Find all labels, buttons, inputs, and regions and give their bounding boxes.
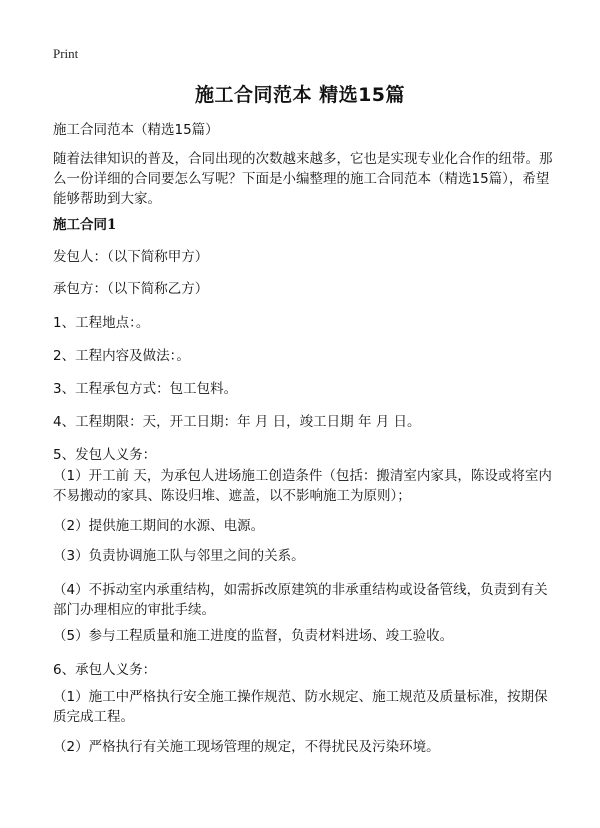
paragraph-duty-3: （3）负责协调施工队与邻里之间的关系。 xyxy=(53,548,305,564)
paragraph-duty-5: （5）参与工程质量和施工进度的监督，负责材料进场、竣工验收。 xyxy=(53,628,454,644)
paragraph-method: 3、工程承包方式：包工包料。 xyxy=(53,381,238,397)
paragraph-contractor: 承包方：（以下简称乙方） xyxy=(53,281,209,297)
paragraph-contractor-duty-1: （1）施工中严格执行安全施工操作规范、防水规定、施工规范及质量标准，按期保质完成工程。 xyxy=(53,689,548,725)
paragraph-employer-duties: 5、发包人义务： xyxy=(53,447,157,463)
paragraph-contractor-duty-2: （2）严格执行有关施工现场管理的规定，不得扰民及污染环境。 xyxy=(53,739,440,755)
intro-paragraph: 随着法律知识的普及，合同出现的次数越来越多，它也是实现专业化合作的纽带。那么一份详细的合同要怎么写呢？下面是小编整理的施工合同范本（精选15篇），希望能够帮助到大家。 xyxy=(53,151,553,207)
paragraph-contractor-duties: 6、承包人义务： xyxy=(53,662,157,678)
paragraph-site: 1、工程地点：。 xyxy=(53,315,150,331)
paragraph-duty-1: （1）开工前 天，为承包人进场施工创造条件（包括：搬清室内家具，陈设或将室内不易搬动的家具、陈设归堆、遮盖，以不影响施工为原则）； xyxy=(53,468,552,504)
section-heading: 施工合同1 xyxy=(53,217,117,233)
document-title: 施工合同范本 精选15篇 xyxy=(194,84,406,106)
paragraph-scope: 2、工程内容及做法：。 xyxy=(53,348,190,364)
document-subtitle: 施工合同范本（精选15篇） xyxy=(53,122,219,138)
paragraph-period: 4、工程期限：天，开工日期：年 月 日，竣工日期 年 月 日。 xyxy=(53,414,421,430)
paragraph-duty-2: （2）提供施工期间的水源、电源。 xyxy=(53,518,265,534)
paragraph-employer: 发包人：（以下简称甲方） xyxy=(53,249,209,265)
print-link[interactable]: Print xyxy=(53,46,79,61)
paragraph-duty-4: （4）不拆动室内承重结构，如需拆改原建筑的非承重结构或设备管线，负责到有关部门办理相应的审批手续。 xyxy=(53,582,548,618)
